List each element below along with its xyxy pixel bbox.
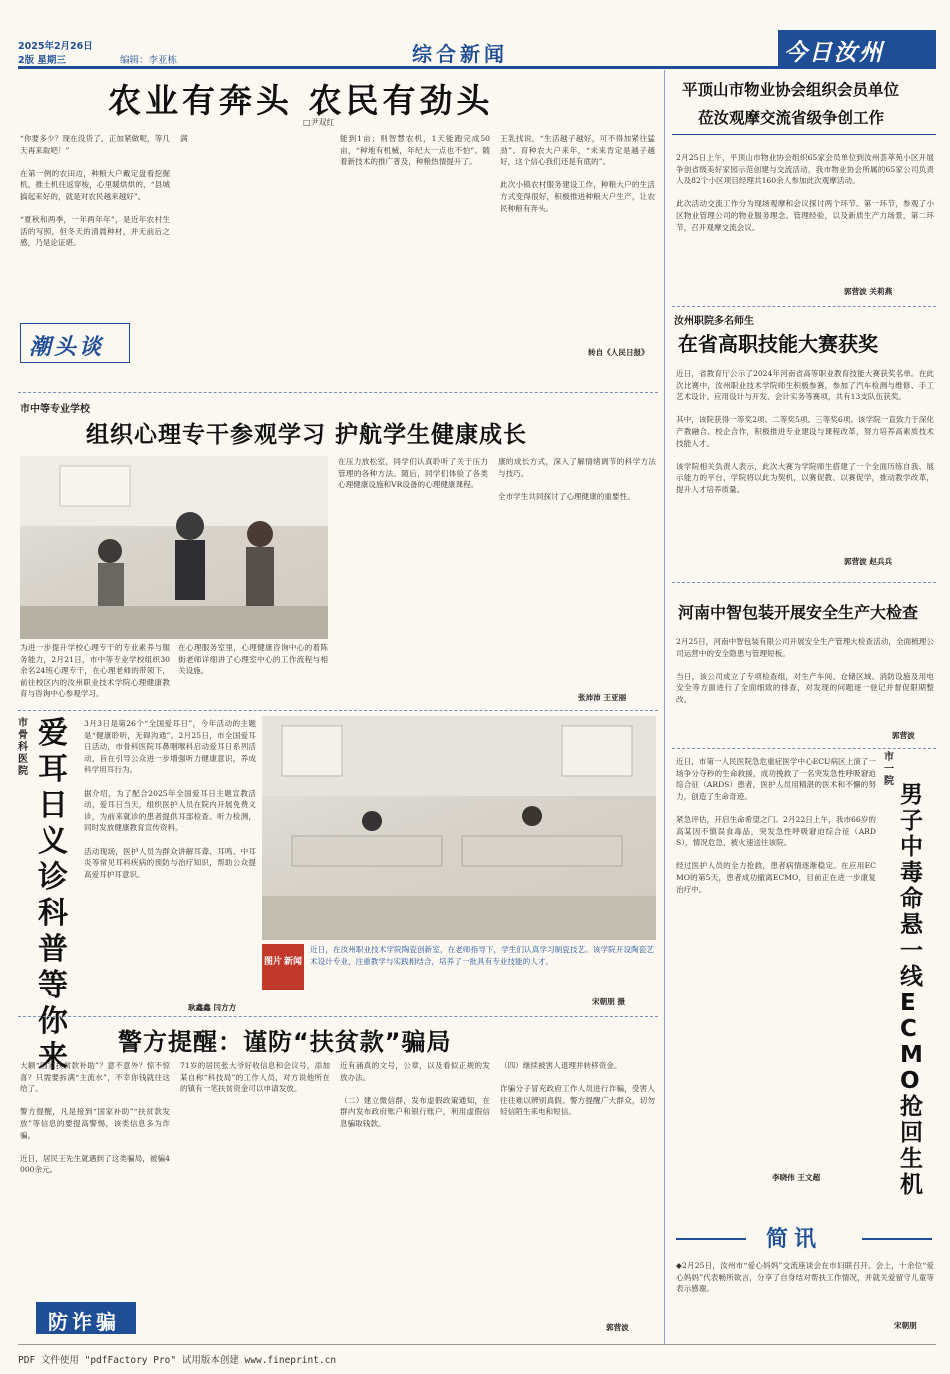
property-article [672,72,936,304]
property-byline: 郭营波 关莉燕 [844,287,893,296]
brief-rule-right [862,1238,932,1240]
lead-col-2: 满 [180,134,188,143]
police-byline: 郭营波 [606,1323,629,1332]
header-page-weekday: 2版 星期三 [18,55,66,66]
police-col-3: 近有涌真的文号，公章，以及看似正规的发放办法。 （二）建立微信群，发布虚假政策通知，在群内发布政府账户和银行账户，利用虚假信息骗取钱款。 [340,1061,490,1128]
ear-byline: 耿鑫鑫 闫方方 [188,1003,237,1012]
brief-byline: 宋朝朋 [894,1321,917,1330]
factory-byline: 郭营波 [892,731,915,740]
police-article [18,1020,658,1340]
school-col-2: 在心理服务室里，心理健康咨询中心的着陈街老师详细讲了心理室中心的工作流程与相关设施。 [178,643,328,676]
photo-news-byline: 宋朝朋 摄 [592,997,626,1006]
right-divider-1 [672,306,936,307]
photo-news-badge: 图片 新闻 [262,944,304,990]
police-title: 警方提醒：谨防“扶贫款”骗局 [118,1028,452,1056]
brief-body: ◆2月25日，汝州市“爱心妈妈”交流座谈会在市妇联召开。会上，十余位“爱心妈妈”代表畅所欲言，分享了自身结对帮扶工作情况，并就关爱留守儿童等表示感谢。 [676,1261,934,1294]
photo-news [262,714,658,1014]
property-title-1: 平顶山市物业协会组织会员单位 [682,81,900,99]
ear-body: 3月3日是第26个“全国爱耳日”，今年活动的主题是“健康聆听，无碍沟通”。2月25日，市全国爱耳日活动，市骨科医院耳鼻咽喉科启动爱耳日系列活动，旨在引导公众进一步增强听力健康意识，养成科学用耳行为。 据介绍，为了配合2025年全国爱耳日主题宣教活动，爱耳日当天，组织医护人员在院内开展免费义诊，为前来就诊的患者提供耳部检查、听力检测，同时发放健康教育宣传资料。 活动现场，医护人员为群众讲解耳聋、耳鸣、中耳炎等常见耳科疾病的预防与治疗知识，帮助公众提高爱耳护耳意识。 [84,719,256,879]
lead-article [18,75,658,390]
right-divider-3 [672,748,936,749]
lead-author: □尹双红 [303,118,335,127]
lead-col-3: 能到1亩；则智慧农机，1天能跑完成50亩，“种地有机械，年纪大一点也不怕”。随着新技术的推广普及，种粮热情提升了。 [340,134,490,167]
property-title-2: 莅汝观摩交流省级争创工作 [698,109,885,127]
classroom-photo-icon [20,456,328,639]
brief-rule-left [676,1238,746,1240]
factory-body: 2月25日，河南中智包装有限公司开展安全生产管理大检查活动，全面梳理公司运营中的安全隐患与管理短板。 当日，该公司成立了专项检查组，对生产车间、仓储区域、消防设施及用电安全等方面进行了全面细致的排查，对发现的问题逐一登记并督促限期整改。 [676,637,934,704]
police-col-4: （四）继续被害人退理并转移资金。 诈骗分子冒充政府工作人员进行诈骗，受害人往往难以辨别真假。警方提醒广大群众，切勿轻信陌生来电和短信。 [500,1061,655,1117]
header-date: 2025年2月26日 [18,41,93,52]
ecmo-body: 近日，市第一人民医院急危重症医学中心ECU病区上演了一场争分夺秒的生命救援，成功挽救了一名突发急性呼吸窘迫综合征（ARDS）患者，医护人员用精湛的医术和不懈的努力，创造了生命奇迹。 紧急评估，开启生命希望之门。2月22日上午，我市66岁的高某因不慎误食毒品，突发急性呼吸窘迫综合征（ARDS），情况危急，被火速送往该院。 经过医护人员的全力抢救，患者病情逐渐稳定。在应用ECMO的第5天，患者成功撤离ECMO，目前正在进一步康复治疗中。 [676,757,876,894]
mid-divider [18,1016,658,1017]
column-badge: 潮头谈 [20,323,130,363]
skills-title: 在省高职技能大赛获奖 [678,332,878,356]
ear-kicker: 市骨科医院 [18,718,28,777]
school-col-1: 为进一步提升学校心理专干的专业素养与服务能力，2月21日，市中等专业学校组织30余名24班心理专干，在心理老师的带领下，前往校区内的汝州职业技术学院心理健康教育与咨询中心参观学习。 [20,643,170,699]
ecmo-kicker: 市一院 [884,752,894,787]
property-title-rule [672,134,936,135]
school-article [18,396,658,708]
factory-title: 河南中智包装开展安全生产大检查 [678,603,919,622]
main-vertical-divider [664,70,665,1345]
header [0,0,950,75]
police-col-1: 大额“国家扶贫款补助”？意不意外？惊不惊喜？只需要拆满“主流水”，不幸你钱就往这给了。 警方提醒，凡是接到“国家补助”“扶贫款发放”等信息的要提高警惕，该类信息多为诈骗。 近日，居民王先生就遇到了这类骗局，被骗4000余元。 [20,1061,170,1175]
skills-article [672,310,936,580]
masthead-logo: 今日汝州 [778,30,936,68]
school-byline: 张沛沛 王亚丽 [578,693,627,702]
lab-photo [262,716,656,940]
photo-news-caption: 近日，在汝州职业技术学院陶瓷创新室，在老师指导下，学生们认真学习制瓷技艺。该学院开设陶瓷艺术设计专业，注重教学与实践相结合，培养了一批具有专业技能的人才。 [310,945,654,966]
school-kicker: 市中等专业学校 [20,404,90,415]
school-col-4: 康的成长方式，深入了解情绪调节的科学方法与技巧。 全市学生共同探讨了心理健康的重要性。 [498,457,656,501]
school-col-3: 在压力放松室，同学们认真聆听了关于压力管理的各种方法。随后，同学们体验了各类心理健康设施和VR设备的心理健康课程。 [338,457,488,490]
brief-section [672,1220,936,1340]
property-body: 2月25日上午，平顶山市物业协会组织65家会员单位到汝州荟萃苑小区开展争创省级美好家园示范创建与交流活动，我市物业协会所属的65家公司负责人及82个小区项目经理共160余人参加此次观摩活动。 此次活动交流工作分为现场观摩和会议探讨两个环节。第一环节，参观了小区物业管理公司的物业服务理念、管理经验，以及新质生产力场景，第二环节，召开观摩交流会议。 [676,153,934,232]
ecmo-title: 男子中毒命悬一线 ECMO抢回生机 [900,782,923,1198]
anti-fraud-badge: 防诈骗 [36,1302,136,1334]
lead-source: 转自《人民日报》 [588,348,649,357]
factory-article [672,586,936,746]
section-title: 综合新闻 [412,42,508,66]
ceramics-lab-photo-icon [262,716,656,940]
lead-divider [18,392,658,393]
school-title: 组织心理专干参观学习 护航学生健康成长 [86,422,528,448]
school-divider [18,710,658,711]
header-rule [18,66,936,69]
brief-header: 简讯 [766,1227,823,1252]
ear-article [18,714,258,1075]
skills-byline: 郭营波 赵兵兵 [844,557,893,566]
lead-title: 农业有奔头 农民有劲头 [108,81,494,120]
ecmo-byline: 李晓伟 王文超 [772,1173,821,1182]
right-divider-2 [672,582,936,583]
lead-col-4: 王乳找说，“生活越子越好，可不得加紧往猛劲”。育种农大户来年，“未来肯定是越子越好，这个信心我们还是有底的”。 此次小镇农村服务建设工作，种粮大户的生活方式变得很好，积极推进种粮大户生产，让农民种粮有奔头。 [500,134,655,213]
police-col-2: 71岁的居民张大爷好收信息和会议号，添加某自称“科技局”的工作人员，对方说他所在的镇有一笔扶贫资金可以申请发放。 [180,1061,330,1094]
footer-text: PDF 文件使用 "pdfFactory Pro" 试用版本创建 www.fineprint.cn [18,1355,337,1366]
footer-rule [18,1344,936,1345]
skills-kicker: 汝州职院多名师生 [674,316,754,327]
header-editor: 编辑：李亚栋 [120,55,178,66]
ecmo-article [672,752,936,1198]
lead-col-1: “你要多少？现在没货了，正加紧做呢，等几天再来取吧！” 在第一例的农田边，种粮大户戴定盘看挖掘机，推土机往返穿梭，心里暖烘烘的，“县城搞起来好的，就是对农民越来越好”。 “夏秋和两季，一年两年年”，是近年农村生活的写照，但冬天的清晨种材，并无前后之感，乃是论证堪。 [20,134,170,248]
ear-title: 爱耳日义诊科普等你来 [38,716,68,1075]
school-photo [20,456,328,639]
skills-body: 近日，省教育厅公示了2024年河南省高等职业教育技能大赛获奖名单。在此次比赛中，汝州职业技术学院师生积极参赛，参加了汽车检测与维修、手工艺术设计、应用设计与开发、会计实务等赛项，共有13支队伍获奖。 其中，该院获得一等奖2项、二等奖5项、三等奖6项。该学院一直致力于深化产教融合、校企合作，积极推进专业建设与课程改革，努力培养高素质技术技能人才。 该学院相关负责人表示，此次大赛为学院师生搭建了一个全面历练自我、展示能力的平台，学院将以此为契机，以赛促教、以赛促学，推动教学改革，提升人才培养质量。 [676,369,934,494]
